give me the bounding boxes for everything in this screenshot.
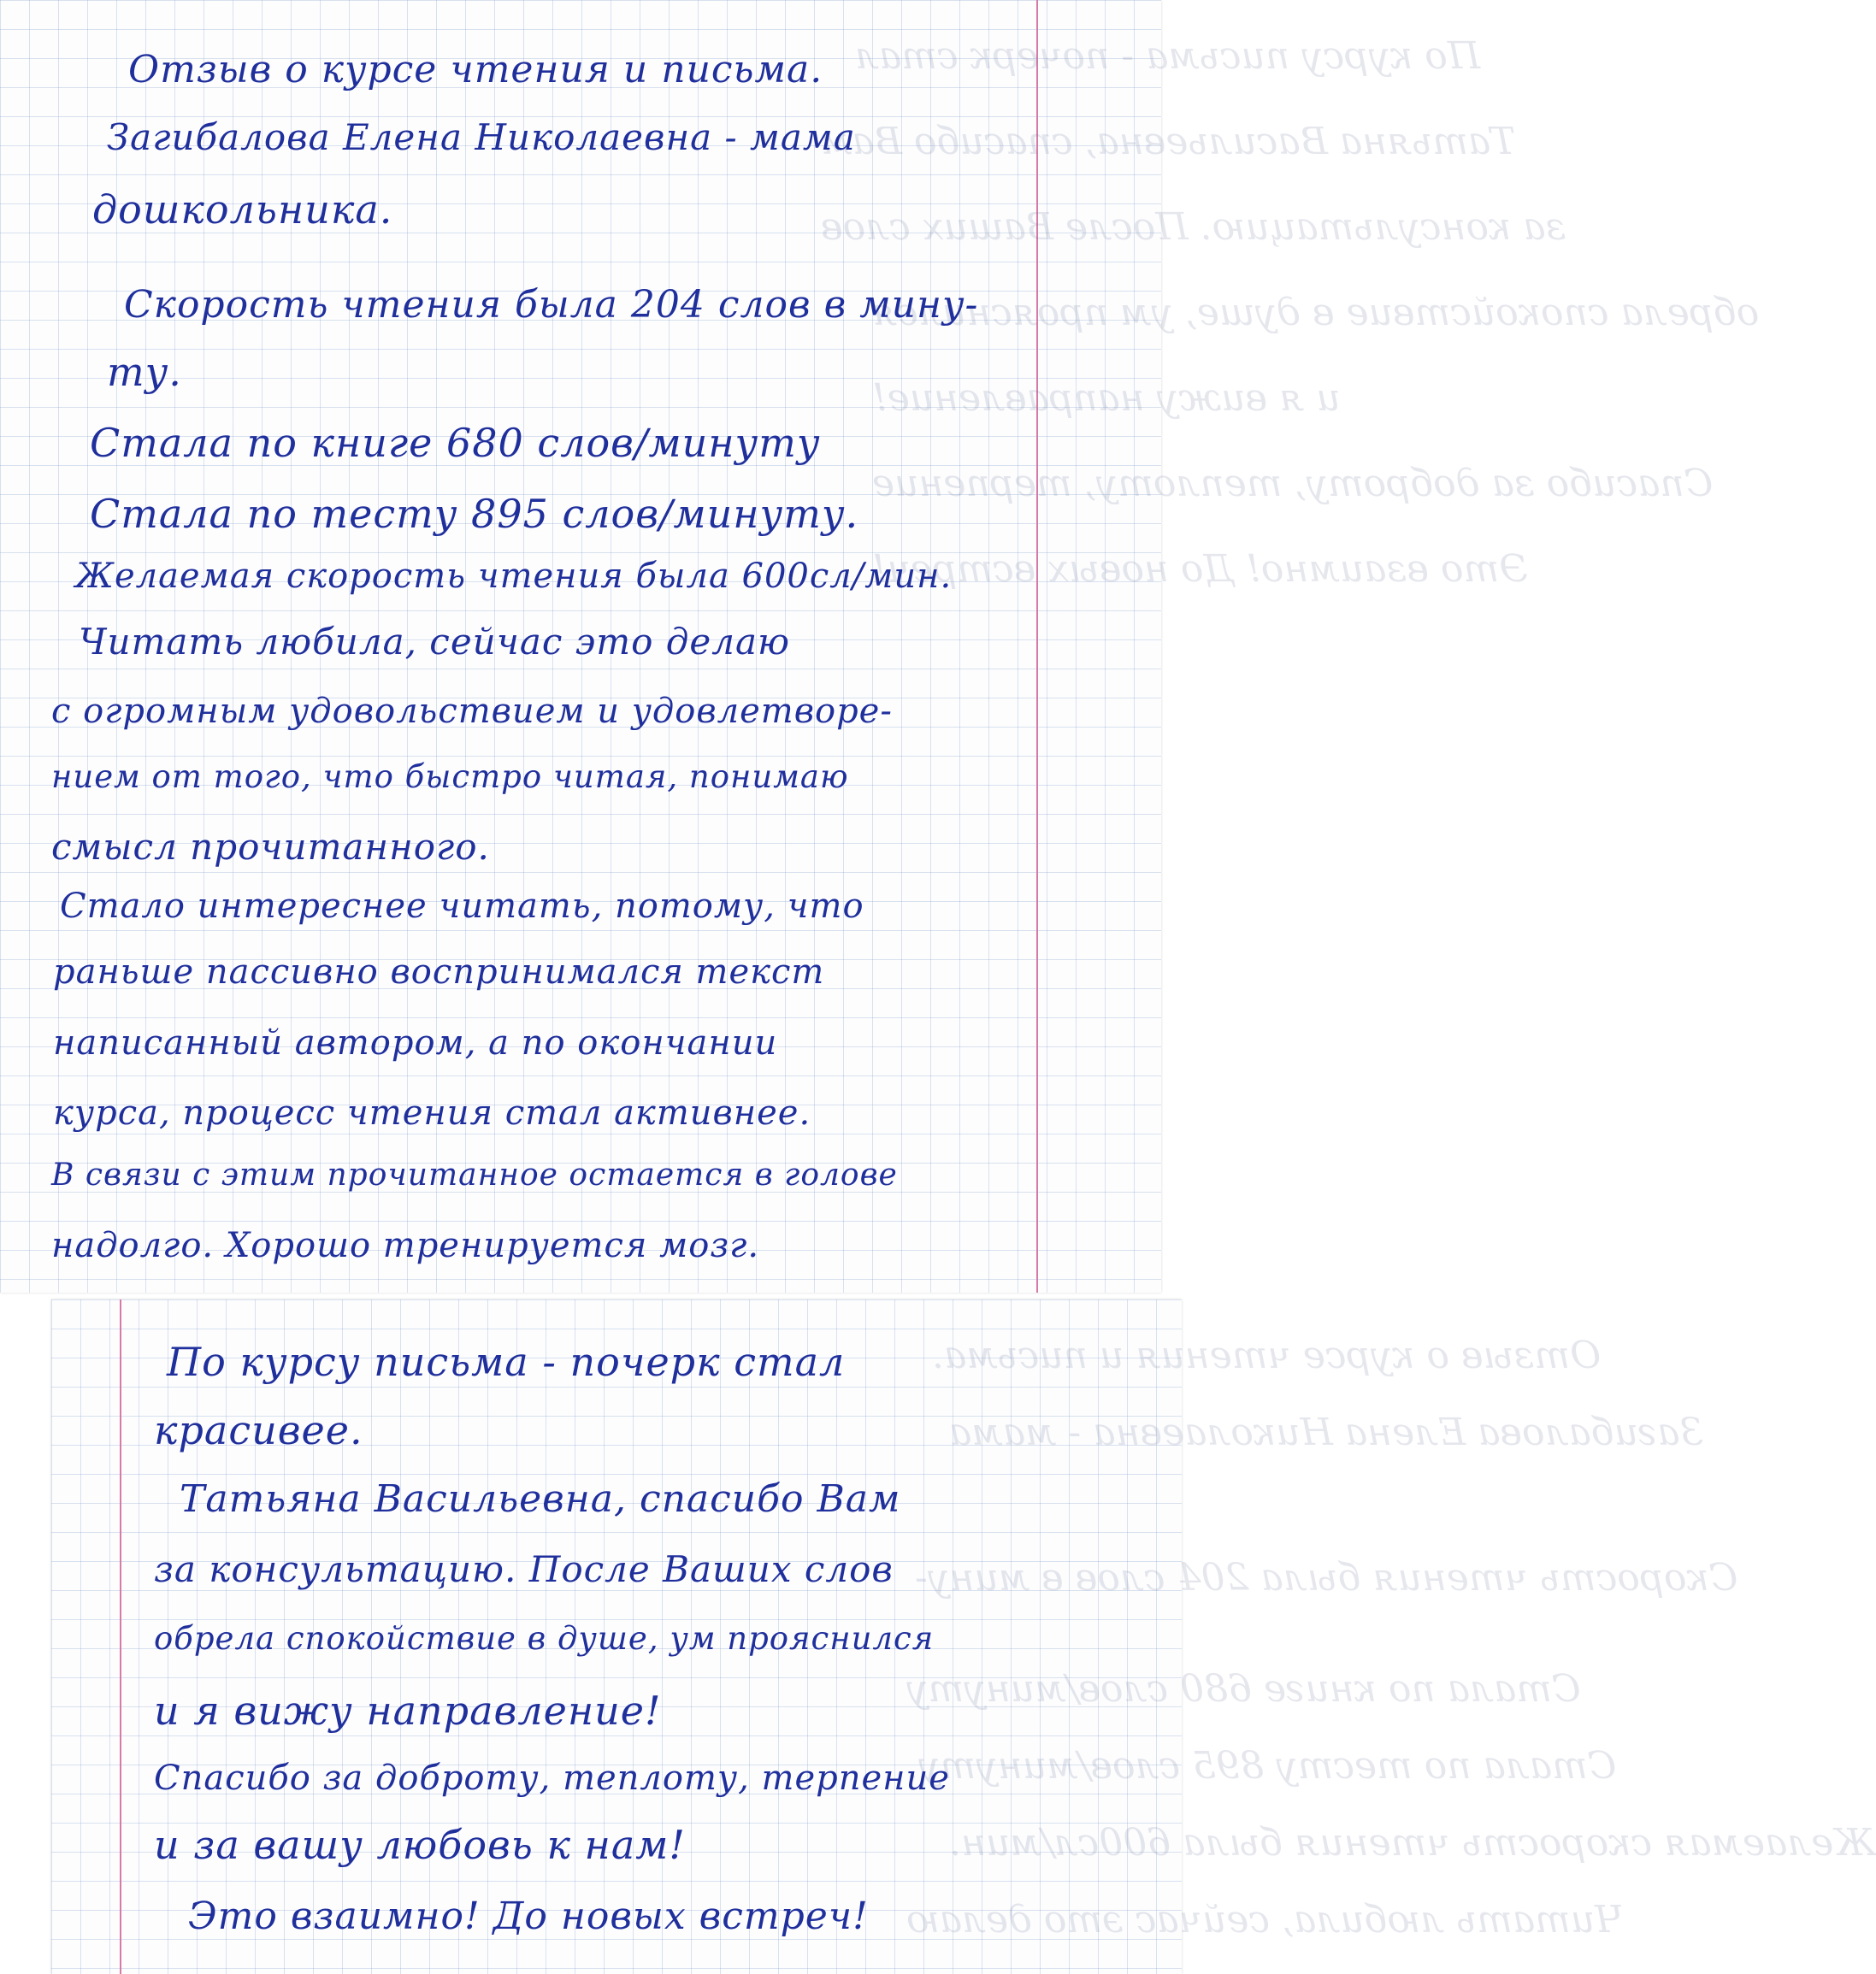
text-line: надолго. Хорошо тренируется мозг. <box>51 1226 760 1265</box>
text-line: смысл прочитанного. <box>51 826 490 868</box>
text-line: Татьяна Васильевна, спасибо Вам <box>180 1477 901 1521</box>
show-through-text: обрела спокойствие в душе, ум прояснился <box>872 291 1760 334</box>
show-through-text: Читать любила, сейчас это делаю <box>906 1898 1625 1942</box>
text-line: Стала по книге 680 слов/минуту <box>90 420 821 466</box>
show-through-text: Татьяна Васильевна, спасибо Вам <box>821 120 1516 163</box>
text-line: раньше пассивно воспринимался текст <box>53 952 825 992</box>
show-through-text: за консультацию. После Ваших слов <box>821 205 1566 249</box>
page-margin-line <box>1036 0 1038 1293</box>
review-title: Отзыв о курсе чтения и письма. <box>128 48 823 91</box>
closing-line: Это взаимно! До новых встреч! <box>188 1894 869 1938</box>
text-line: По курсу письма - почерк стал <box>167 1339 846 1385</box>
text-line: за консультацию. После Ваших слов <box>154 1548 894 1590</box>
text-line: Читать любила, сейчас это делаю <box>79 621 790 663</box>
page-margin-line <box>120 1299 121 1974</box>
text-line: ту. <box>107 349 182 395</box>
show-through-text: Скорость чтения была 204 слов в мину- <box>915 1556 1738 1600</box>
text-line: Стала по тесту 895 слов/минуту. <box>90 491 859 537</box>
text-line: дошкольника. <box>92 186 393 233</box>
text-line: и за вашу любовь к нам! <box>154 1822 686 1868</box>
show-through-text: Желаемая скорость чтения была 600сл/мин. <box>949 1821 1876 1865</box>
show-through-text: Отзыв о курсе чтения и письма. <box>932 1334 1602 1377</box>
show-through-text: и я вижу направление! <box>872 376 1341 420</box>
show-through-text: Стала по книге 680 слов/минуту <box>906 1667 1581 1711</box>
text-line: и я вижу направление! <box>154 1688 662 1734</box>
text-line: нием от того, что быстро читая, понимаю <box>51 758 849 795</box>
text-line: с огромным удовольствием и удовлетворе- <box>51 692 893 731</box>
text-line: Желаемая скорость чтения была 600сл/мин. <box>75 557 953 596</box>
text-line: В связи с этим прочитанное остается в голове <box>51 1158 898 1193</box>
text-line: Спасибо за доброту, теплоту, терпение <box>154 1759 950 1798</box>
show-through-text: Это взаимно! До новых встреч! <box>872 547 1528 591</box>
author-line: Загибалова Елена Николаевна - мама <box>107 116 856 158</box>
show-through-text: Стала по тесту 895 слов/минуту. <box>906 1744 1617 1788</box>
text-line: курса, процесс чтения стал активнее. <box>53 1093 811 1133</box>
text-line: написанный автором, а по окончании <box>53 1023 778 1063</box>
show-through-text: Спасибо за доброту, теплоту, терпение <box>872 462 1714 505</box>
notebook-page-2 <box>51 1299 1876 1974</box>
show-through-text: Загибалова Елена Николаевна - мама <box>949 1411 1703 1454</box>
text-line: Стало интереснее читать, потому, что <box>60 887 864 926</box>
show-through-text: По курсу письма - почерк стал <box>855 34 1481 78</box>
text-line: красивее. <box>154 1407 363 1453</box>
text-line: обрела спокойствие в душе, ум прояснился <box>154 1620 935 1657</box>
text-line: Скорость чтения была 204 слов в мину- <box>124 283 979 327</box>
